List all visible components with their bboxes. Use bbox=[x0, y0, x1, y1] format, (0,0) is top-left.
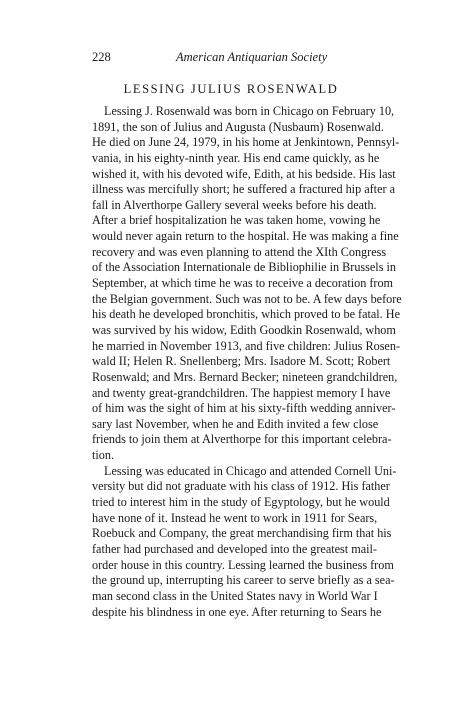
text-line: recovery and was even planning to attend the XIth Congress bbox=[92, 244, 387, 259]
text-line: father had purchased and developed into the greatest mail- bbox=[92, 541, 377, 556]
text-line: September, at which time he was to receive a decoration from bbox=[92, 276, 394, 291]
text-line: have none of it. Instead he went to work in 1911 for Sears, bbox=[92, 510, 378, 525]
page-number: 228 bbox=[92, 50, 111, 64]
text-line: Roebuck and Company, the great merchandising firm that his bbox=[92, 526, 392, 541]
text-line: the ground up, interrupting his career to serve briefly as a sea- bbox=[92, 573, 395, 588]
text-line: illness was mercifully short; he suffered a fractured hip after a bbox=[92, 182, 395, 197]
text-line: wished it, with his devoted wife, Edith, at his bedside. His last bbox=[92, 166, 396, 181]
text-line: tion. bbox=[92, 448, 115, 463]
text-line: After a brief hospitalization he was taken home, vowing he bbox=[92, 213, 381, 228]
text-line: despite his blindness in one eye. After returning to Sears he bbox=[92, 604, 382, 619]
text-line: 1891, the son of Julius and Augusta (Nusbaum) Rosenwald. bbox=[92, 119, 384, 134]
journal-title: American Antiquarian Society bbox=[176, 50, 328, 64]
text-line: order house in this country. Lessing learned the business from bbox=[92, 557, 394, 572]
article-title: LESSING JULIUS ROSENWALD bbox=[123, 82, 339, 96]
text-line: his death he developed bronchitis, which proved to be fatal. He bbox=[92, 307, 400, 322]
text-line: man second class in the United States navy in World War I bbox=[92, 588, 378, 603]
text-line: Lessing J. Rosenwald was born in Chicago on February 10, bbox=[104, 104, 395, 118]
text-line: of him was the sight of him at his sixty-fifth wedding anniver- bbox=[92, 401, 396, 416]
text-line: and twenty great-grandchildren. The happiest memory I have bbox=[92, 385, 391, 400]
text-line: would never again return to the hospital. He was making a fine bbox=[92, 229, 399, 244]
text-line: of the Association Internationale de Bibliophilie in Brussels in bbox=[92, 260, 396, 275]
text-line: wald II; Helen R. Snellenberg; Mrs. Isadore M. Scott; Robert bbox=[92, 354, 391, 369]
text-line: was survived by his widow, Edith Goodkin Rosenwald, whom bbox=[92, 322, 396, 337]
text-line: the Belgian government. Such was not to be. A few days before bbox=[92, 291, 402, 306]
paragraph bbox=[92, 104, 402, 464]
text-line: versity but did not graduate with his class of 1912. His father bbox=[92, 479, 390, 494]
text-line: Rosenwald; and Mrs. Bernard Becker; nineteen grandchildren, bbox=[92, 369, 398, 384]
text-line: friends to join them at Alverthorpe for this important celebra- bbox=[92, 432, 392, 447]
running-head bbox=[92, 50, 370, 66]
text-line: he married in November 1913, and five children: Julius Rosen- bbox=[92, 338, 400, 353]
text-line: He died on June 24, 1979, in his home at Jenkintown, Pennsyl- bbox=[92, 135, 400, 150]
text-line: sary last November, when he and Edith invited a few close bbox=[92, 416, 379, 431]
text-line: Lessing was educated in Chicago and attended Cornell Uni- bbox=[104, 463, 397, 478]
text-line: vania, in his eighty-ninth year. His end came quickly, as he bbox=[92, 150, 380, 165]
paragraph bbox=[92, 463, 397, 620]
body-text bbox=[92, 104, 402, 620]
text-line: tried to interest him in the study of Egyptology, but he would bbox=[92, 495, 390, 510]
text-line: fall in Alverthorpe Gallery several weeks before his death. bbox=[92, 197, 377, 212]
